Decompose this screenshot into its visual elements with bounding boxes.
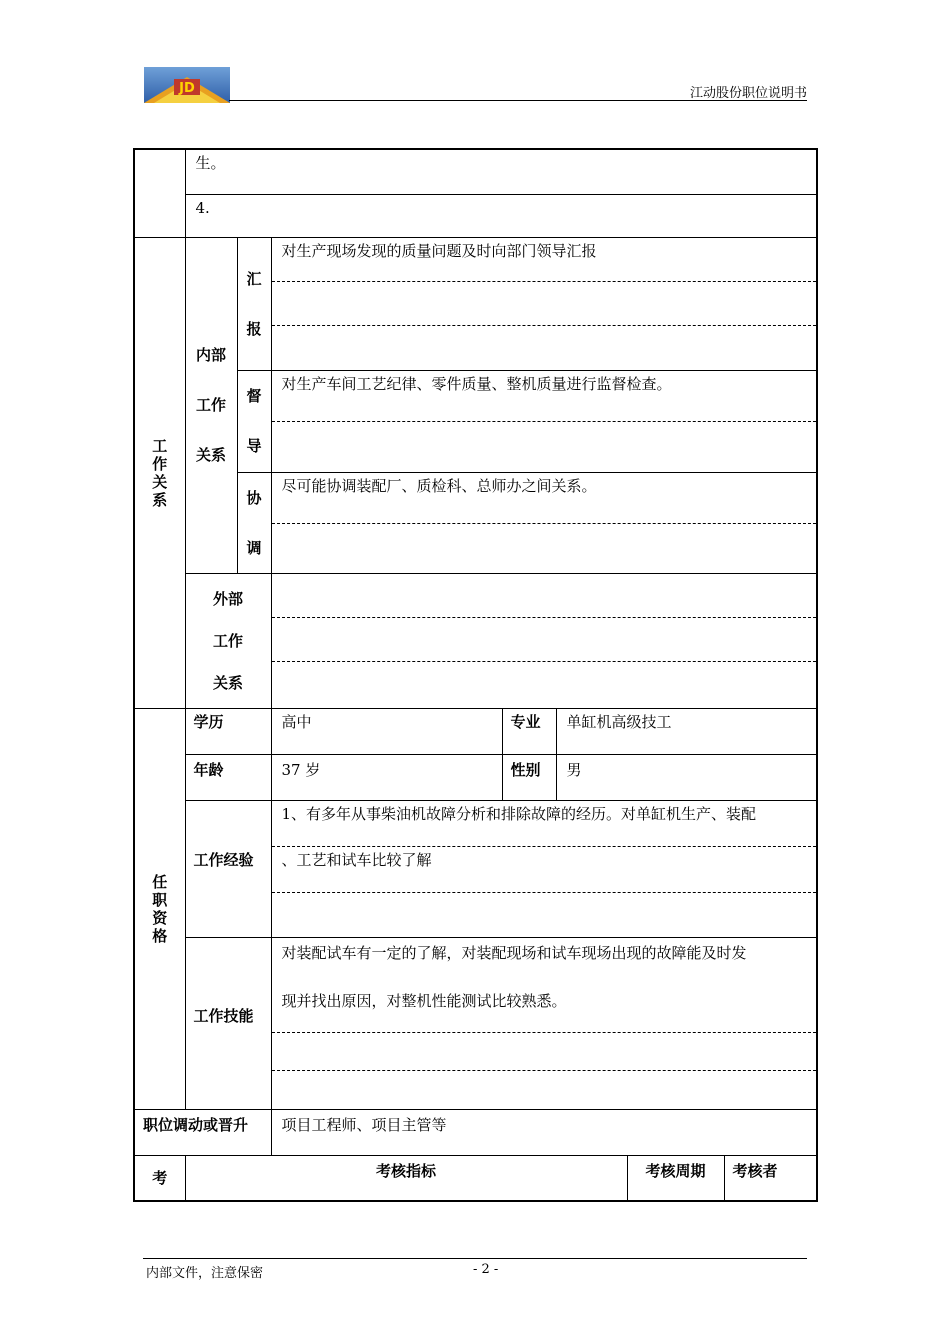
- job-description-table: [133, 148, 818, 1202]
- age-label: 年龄: [185, 754, 271, 800]
- internal-relations-label: 内部 工作 关系: [185, 237, 237, 573]
- report-line: 对生产现场发现的质量问题及时向部门领导汇报: [272, 238, 817, 282]
- skills-label: 工作技能: [185, 937, 271, 1109]
- report-label: 汇 报: [237, 237, 271, 370]
- page-number: - 2 -: [473, 1262, 499, 1277]
- skills-content: [271, 937, 817, 1109]
- assessment-indicator-header: 考核指标: [185, 1155, 627, 1201]
- promotion-label: 职位调动或晋升: [134, 1109, 271, 1155]
- skills-line: 现并找出原因，对整机性能测试比较熟悉。: [272, 988, 817, 1033]
- external-line: [272, 618, 817, 662]
- supervise-content: [271, 370, 817, 472]
- gender-label: 性别: [502, 754, 556, 800]
- supervise-line: [272, 422, 817, 466]
- coordinate-content: [271, 472, 817, 573]
- skills-line: 对装配试车有一定的了解，对装配现场和试车现场出现的故障能及时发: [281, 943, 747, 962]
- external-line: [272, 662, 817, 706]
- confidential-notice: 内部文件，注意保密: [146, 1266, 264, 1281]
- coordinate-label: 协 调: [237, 472, 271, 573]
- header-title: 江动股份职位说明书: [689, 86, 807, 101]
- major-label: 专业: [502, 708, 556, 754]
- continuation-text: 生。: [185, 149, 817, 194]
- logo-text: JD: [179, 81, 195, 96]
- report-line: [272, 282, 817, 326]
- gender-value: 男: [556, 754, 817, 800]
- coordinate-line: 尽可能协调装配厂、质检科、总师办之间关系。: [272, 473, 817, 524]
- work-relations-label: 工 作 关 系: [134, 237, 185, 708]
- report-content: [271, 237, 817, 370]
- skills-line: [272, 1071, 817, 1109]
- top-left-blank: [134, 149, 185, 237]
- assessment-label: 考: [134, 1155, 185, 1201]
- promotion-value: 项目工程师、项目主管等: [271, 1109, 817, 1155]
- assessment-period-header: 考核周期: [627, 1155, 724, 1201]
- assessor-header: 考核者: [724, 1155, 817, 1201]
- experience-label: 工作经验: [185, 800, 271, 937]
- report-line: [272, 326, 817, 370]
- footer-rule: [143, 1258, 807, 1259]
- experience-line: [272, 893, 817, 937]
- coordinate-line: [272, 524, 817, 568]
- education-label: 学历: [185, 708, 271, 754]
- external-content: [271, 573, 817, 708]
- experience-line: 、工艺和试车比较了解: [272, 847, 817, 893]
- education-value: 高中: [271, 708, 502, 754]
- header-rule: [229, 100, 807, 101]
- external-line: [272, 574, 817, 618]
- qualifications-label: 任 职 资 格: [134, 708, 185, 1109]
- age-value: 37 岁: [271, 754, 502, 800]
- external-relations-label: 外部 工作 关系: [185, 573, 271, 708]
- supervise-line: 对生产车间工艺纪律、零件质量、整机质量进行监督检查。: [272, 371, 817, 422]
- skills-line: [272, 1033, 817, 1071]
- supervise-label: 督 导: [237, 370, 271, 472]
- experience-line: 1、有多年从事柴油机故障分析和排除故障的经历。对单缸机生产、装配: [272, 801, 817, 847]
- company-logo: [144, 67, 230, 103]
- experience-content: [271, 800, 817, 937]
- item-number: 4.: [185, 194, 817, 237]
- major-value: 单缸机高级技工: [556, 708, 817, 754]
